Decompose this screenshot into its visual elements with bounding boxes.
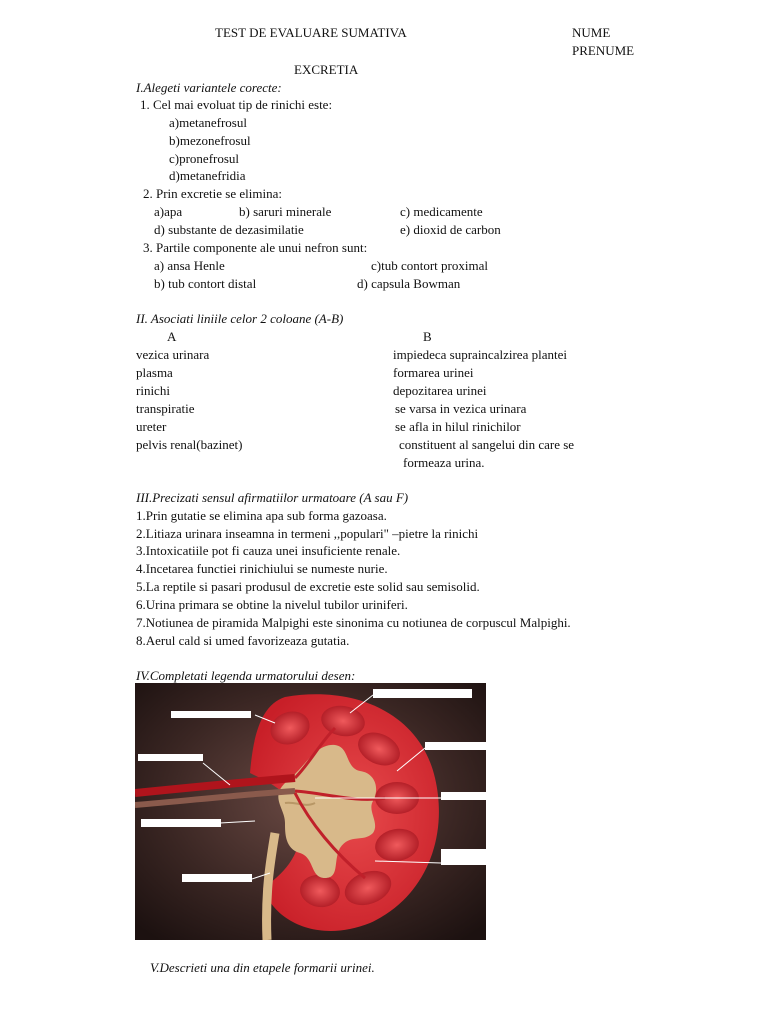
- subject-title: EXCRETIA: [294, 62, 359, 77]
- statement: 5.La reptile si pasari produsul de excretie este solid sau semisolid.: [136, 579, 480, 594]
- right-item: se varsa in vezica urinara: [395, 401, 527, 416]
- q2-option-d: d) substante de dezasimilatie: [154, 222, 304, 237]
- q1-text: 1. Cel mai evoluat tip de rinichi este:: [140, 97, 333, 112]
- statement: 3.Intoxicatiile pot fi cauza unei insuficiente renale.: [136, 543, 401, 558]
- q3-option-b: b) tub contort distal: [154, 276, 257, 291]
- statement: 1.Prin gutatie se elimina apa sub forma gazoasa.: [136, 508, 387, 523]
- right-item: formarea urinei: [393, 365, 474, 380]
- section4-heading: IV.Completati legenda urmatorului desen:: [136, 668, 356, 683]
- nume-label: NUME: [572, 25, 611, 40]
- statement: 4.Incetarea functiei rinichiului se numeste nurie.: [136, 561, 388, 576]
- section5-heading: V.Descrieti una din etapele formarii urinei.: [150, 960, 375, 975]
- label-blank[interactable]: [138, 754, 203, 761]
- q2-option-a: a)apa: [154, 204, 183, 219]
- label-blank[interactable]: [141, 819, 221, 827]
- q2-option-c: c) medicamente: [400, 204, 483, 219]
- column-b-header: B: [423, 329, 432, 344]
- label-blank[interactable]: [425, 742, 486, 750]
- q2-option-b: b) saruri minerale: [239, 204, 332, 219]
- label-blank[interactable]: [171, 711, 251, 718]
- left-item: plasma: [136, 365, 173, 380]
- statement: 2.Litiaza urinara inseamna in termeni ,,populari" –pietre la rinichi: [136, 526, 479, 541]
- label-blank[interactable]: [182, 874, 252, 882]
- q3-option-a: a) ansa Henle: [154, 258, 225, 273]
- left-item: transpiratie: [136, 401, 195, 416]
- right-item: se afla in hilul rinichilor: [395, 419, 521, 434]
- section1-heading: I.Alegeti variantele corecte:: [136, 80, 282, 95]
- kidney-diagram: [135, 683, 486, 940]
- test-title: TEST DE EVALUARE SUMATIVA: [215, 25, 407, 40]
- section3-heading: III.Precizati sensul afirmatiilor urmatoare (A sau F): [136, 490, 409, 505]
- q2-text: 2. Prin excretie se elimina:: [143, 186, 282, 201]
- prenume-label: PRENUME: [572, 43, 635, 58]
- statement: 7.Notiunea de piramida Malpighi este sinonima cu notiunea de corpuscul Malpighi.: [136, 615, 571, 630]
- q1-option-c: c)pronefrosul: [169, 151, 240, 166]
- statement: 6.Urina primara se obtine la nivelul tubilor uriniferi.: [136, 597, 408, 612]
- right-item: formeaza urina.: [403, 455, 485, 470]
- q1-option-b: b)mezonefrosul: [169, 133, 251, 148]
- left-item: pelvis renal(bazinet): [136, 437, 243, 452]
- statement: 8.Aerul cald si umed favorizeaza gutatia.: [136, 633, 350, 648]
- right-item: constituent al sangelui din care se: [399, 437, 575, 452]
- q2-option-e: e) dioxid de carbon: [400, 222, 501, 237]
- column-a-header: A: [167, 329, 177, 344]
- label-blank[interactable]: [441, 849, 486, 865]
- q1-option-a: a)metanefrosul: [169, 115, 247, 130]
- q3-option-c: c)tub contort proximal: [371, 258, 488, 273]
- right-item: depozitarea urinei: [393, 383, 487, 398]
- label-blank[interactable]: [373, 689, 472, 698]
- q3-text: 3. Partile componente ale unui nefron sunt:: [143, 240, 368, 255]
- left-item: rinichi: [136, 383, 170, 398]
- left-item: ureter: [136, 419, 167, 434]
- label-blank[interactable]: [441, 792, 486, 800]
- right-item: impiedeca supraincalzirea plantei: [393, 347, 567, 362]
- left-item: vezica urinara: [136, 347, 210, 362]
- q3-option-d: d) capsula Bowman: [357, 276, 461, 291]
- section2-heading: II. Asociati liniile celor 2 coloane (A-B): [136, 311, 344, 326]
- q1-option-d: d)metanefridia: [169, 168, 246, 183]
